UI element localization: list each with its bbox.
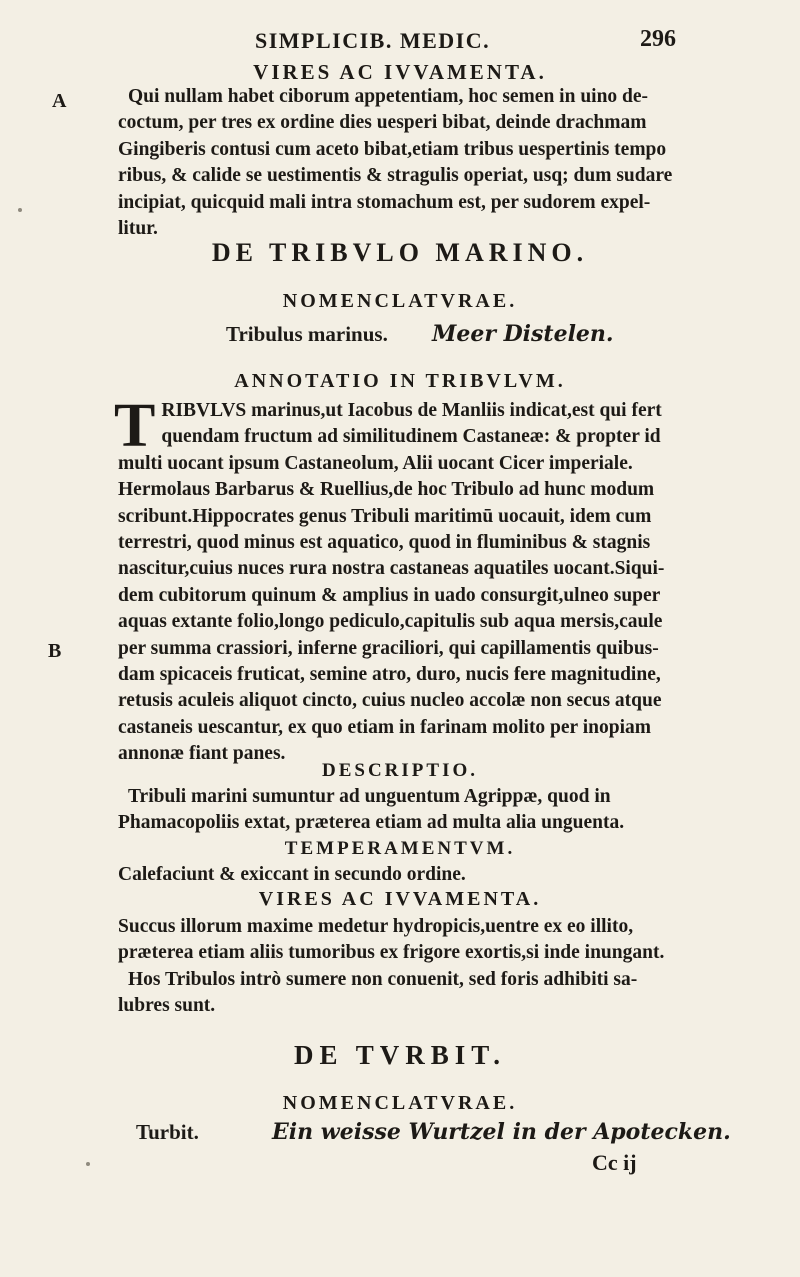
text-line: aquas extante folio,longo pediculo,capitulis sub aqua mersis,caule bbox=[118, 611, 663, 633]
text-line: dam spicaceis fruticat, semine atro, duro, nucis fere magnitudine, bbox=[118, 664, 661, 686]
text-line: multi uocant ipsum Castaneolum, Alii uocant Cicer imperiale. bbox=[118, 452, 633, 474]
text-line: retusis aculeis aliquot cincto, cuius nucleo accolæ non secus atque bbox=[118, 690, 662, 712]
paragraph-annotatio bbox=[114, 392, 712, 768]
heading-annotatio: ANNOTATIO IN TRIBVLVM. bbox=[234, 370, 566, 392]
text-line: castaneis uescantur, ex quo etiam in farinam molito per inopiam bbox=[118, 716, 652, 738]
heading-nomenclaturae-1: NOMENCLATVRAE. bbox=[282, 290, 518, 312]
text-line: scribunt.Hippocrates genus Tribuli maritimū uocauit, idem cum bbox=[118, 505, 652, 527]
heading-vires-1: VIRES AC IVVAMENTA. bbox=[253, 60, 547, 84]
text-line: Phamacopoliis extat, præterea etiam ad multa alia unguenta. bbox=[118, 812, 625, 834]
text-line: lubres sunt. bbox=[118, 995, 216, 1017]
heading-nomenclaturae-2: NOMENCLATVRAE. bbox=[282, 1092, 518, 1114]
text-line: annonæ fiant panes. bbox=[118, 743, 286, 765]
signature-mark: Cc ij bbox=[592, 1150, 637, 1175]
heading-temperamentum: TEMPERAMENTVM. bbox=[284, 838, 516, 859]
paragraph-temperamentum bbox=[118, 862, 712, 888]
text-line: quendam fructum ad similitudinem Castaneæ: & propter id bbox=[161, 426, 661, 448]
text-line: per summa crassiori, inferne graciliori, qui capillamentis quibus- bbox=[118, 637, 659, 659]
margin-letter-b: B bbox=[48, 640, 62, 662]
text-line: Tribuli marini sumuntur ad unguentum Agrippæ, quod in bbox=[128, 786, 611, 807]
text-line: RIBVLVS marinus,ut Iacobus de Manliis indicat,est qui fert bbox=[161, 400, 662, 421]
text-line: litur. bbox=[118, 218, 158, 240]
text-line: nascitur,cuius nuces rura nostra castaneas aquatiles uocant.Siqui- bbox=[118, 558, 665, 580]
text-line: coctum, per tres ex ordine dies uesperi bibat, deinde drachmam bbox=[118, 112, 647, 134]
text-line: ribus, & calide se uestimentis & stragulis operiat, usq; dum sudare bbox=[118, 165, 673, 187]
text-line: dem cubitorum quinum & amplius in uado consurgit,ulneo super bbox=[118, 584, 661, 606]
text-line: Hermolaus Barbarus & Ruellius,de hoc Tribulo ad hunc modum bbox=[118, 479, 655, 501]
name-german-tribulus: Meer Distelen. bbox=[432, 321, 614, 347]
ink-spot bbox=[18, 208, 22, 212]
name-german-turbit: Ein weisse Wurtzel in der Apotecken. bbox=[272, 1119, 731, 1145]
heading-de-tribulo-marino: DE TRIBVLO MARINO. bbox=[211, 238, 589, 267]
paragraph-vires-1 bbox=[118, 84, 712, 242]
running-title: SIMPLICIB. MEDIC. bbox=[255, 28, 491, 53]
name-latin-turbit: Turbit. bbox=[136, 1120, 199, 1144]
page-number: 296 bbox=[640, 26, 676, 52]
drop-cap: T bbox=[114, 392, 156, 460]
text-line: incipiat, quicquid mali intra stomachum est, per sudorem expel- bbox=[118, 191, 651, 213]
heading-de-turbit: DE TVRBIT. bbox=[293, 1040, 507, 1070]
text-line: Qui nullam habet ciborum appetentiam, hoc semen in uino de- bbox=[128, 86, 649, 107]
text-line: terrestri, quod minus est aquatico, quod in fluminibus & stagnis bbox=[118, 532, 651, 554]
text-line: præterea etiam aliis tumoribus ex frigore exortis,si inde inungant. bbox=[118, 942, 665, 964]
text-line: Succus illorum maxime medetur hydropicis,uentre ex eo illito, bbox=[118, 916, 634, 937]
text-line: Gingiberis contusi cum aceto bibat,etiam tribus uespertinis tempo bbox=[118, 138, 667, 160]
margin-letter-a: A bbox=[52, 90, 67, 112]
heading-descriptio: DESCRIPTIO. bbox=[322, 760, 478, 781]
paragraph-vires-2 bbox=[118, 914, 712, 1020]
ink-spot bbox=[86, 1162, 90, 1166]
text-line: Hos Tribulos intrò sumere non conuenit, sed foris adhibiti sa- bbox=[128, 968, 638, 990]
paragraph-descriptio bbox=[118, 784, 712, 837]
text-line: Calefaciunt & exiccant in secundo ordine. bbox=[118, 864, 466, 885]
heading-vires-2: VIRES AC IVVAMENTA. bbox=[258, 888, 542, 910]
name-latin-tribulus: Tribulus marinus. bbox=[226, 322, 388, 346]
